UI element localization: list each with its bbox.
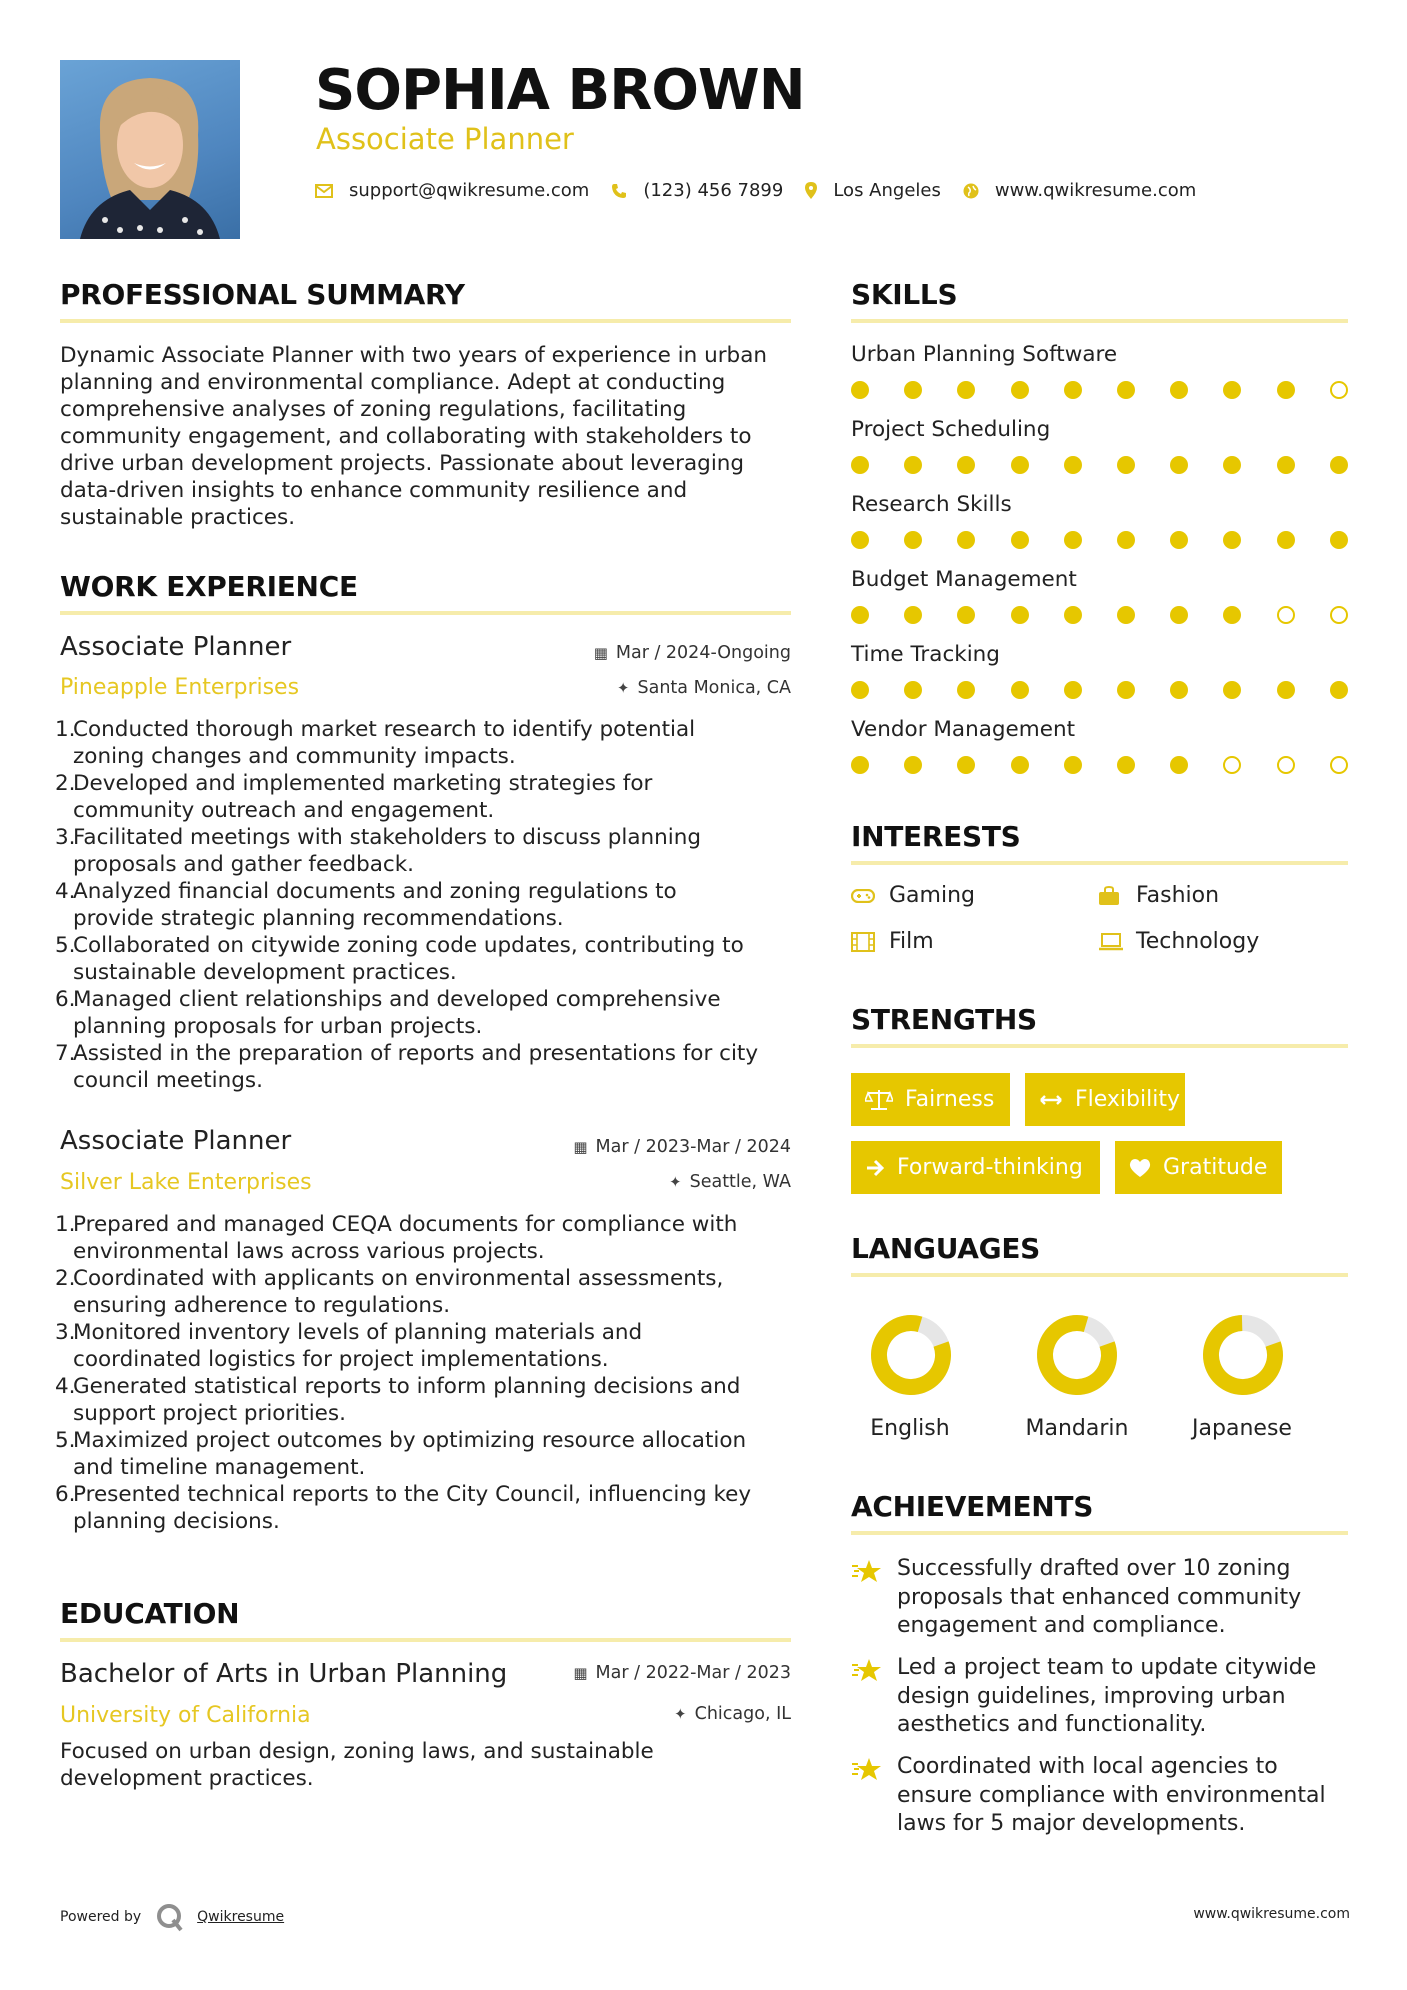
strength-label: Flexibility bbox=[1075, 1087, 1180, 1112]
rating-dot-filled bbox=[1064, 606, 1082, 624]
location-pin-icon bbox=[805, 182, 817, 199]
job-date bbox=[594, 643, 791, 663]
rating-dot-filled bbox=[957, 756, 975, 774]
language-ring-fill bbox=[1036, 1314, 1118, 1396]
skill-rating bbox=[851, 456, 1383, 474]
skills-heading: SKILLS bbox=[851, 278, 958, 311]
summary-line: comprehensive analyses of zoning regulations, facilitating bbox=[60, 397, 687, 422]
skill-rating bbox=[851, 381, 1383, 399]
rating-dot-filled bbox=[1011, 756, 1029, 774]
rating-dot-filled bbox=[1011, 456, 1029, 474]
rating-dot-filled bbox=[1330, 681, 1348, 699]
rating-dot-filled bbox=[1223, 531, 1241, 549]
rating-dot-filled bbox=[1064, 756, 1082, 774]
rating-dot-filled bbox=[851, 756, 869, 774]
rating-dot-filled bbox=[904, 381, 922, 399]
arrow-right-icon bbox=[865, 1159, 885, 1177]
rating-dot-filled bbox=[1117, 456, 1135, 474]
rating-dot-filled bbox=[1170, 531, 1188, 549]
interest-item bbox=[1098, 929, 1259, 954]
rating-dot-filled bbox=[904, 756, 922, 774]
list-item: 3. Facilitated meetings with stakeholders to discuss planning proposals and gather feedback. bbox=[55, 825, 702, 877]
list-item: 2. Developed and implemented marketing strategies for community outreach and engagement. bbox=[55, 771, 653, 823]
experience-heading: WORK EXPERIENCE bbox=[60, 570, 358, 603]
profile-photo bbox=[60, 60, 240, 239]
interest-item bbox=[1098, 883, 1219, 908]
strength-tag bbox=[1025, 1073, 1185, 1126]
pin-icon: ✦ bbox=[616, 679, 630, 697]
achievement-line: design guidelines, improving urban bbox=[897, 1683, 1286, 1709]
gamepad-icon bbox=[851, 889, 877, 903]
interest-label: Technology bbox=[1136, 929, 1260, 954]
rating-dot-filled bbox=[1330, 531, 1348, 549]
calendar-icon: ▦ bbox=[573, 1138, 588, 1156]
achievement-line: aesthetics and functionality. bbox=[897, 1712, 1207, 1737]
education-date-text: Mar / 2022-Mar / 2023 bbox=[595, 1663, 791, 1683]
heart-icon bbox=[1129, 1158, 1151, 1178]
education-rule bbox=[60, 1638, 791, 1642]
languages-rule bbox=[851, 1273, 1348, 1277]
achievement-line: laws for 5 major developments. bbox=[897, 1811, 1246, 1836]
star-icon bbox=[851, 1654, 897, 1740]
rating-dot-empty bbox=[1330, 756, 1348, 774]
rating-dot-filled bbox=[904, 456, 922, 474]
rating-dot-filled bbox=[1170, 381, 1188, 399]
qwikresume-link[interactable]: Qwikresume bbox=[197, 1909, 285, 1925]
job-location bbox=[669, 1172, 791, 1192]
phone-icon bbox=[611, 183, 627, 199]
website-link[interactable]: www.qwikresume.com bbox=[994, 180, 1197, 201]
calendar-icon: ▦ bbox=[573, 1664, 588, 1682]
strengths-rule bbox=[851, 1044, 1348, 1048]
skill-name: Vendor Management bbox=[851, 717, 1075, 742]
film-icon bbox=[851, 932, 877, 952]
rating-dot-empty bbox=[1330, 381, 1348, 399]
summary-line: sustainable practices. bbox=[60, 505, 296, 530]
job-duties-list bbox=[55, 1211, 805, 1535]
pin-icon: ✦ bbox=[669, 1173, 682, 1191]
strength-label: Gratitude bbox=[1163, 1155, 1268, 1180]
achievements-rule bbox=[851, 1531, 1348, 1535]
achievement-item bbox=[851, 1555, 1351, 1641]
pin-icon: ✦ bbox=[674, 1705, 687, 1723]
rating-dot-empty bbox=[1330, 606, 1348, 624]
rating-dot-filled bbox=[1011, 681, 1029, 699]
education-location bbox=[674, 1704, 791, 1724]
list-item: 1. Conducted thorough market research to identify potential zoning changes and community impacts. bbox=[55, 717, 696, 769]
rating-dot-filled bbox=[1223, 381, 1241, 399]
scale-icon bbox=[865, 1088, 893, 1112]
rating-dot-filled bbox=[957, 381, 975, 399]
rating-dot-filled bbox=[904, 681, 922, 699]
interest-item bbox=[851, 929, 934, 954]
skill-name: Urban Planning Software bbox=[851, 342, 1118, 367]
rating-dot-filled bbox=[1330, 456, 1348, 474]
list-item: 6. Presented technical reports to the City Council, influencing key planning decisions. bbox=[55, 1482, 752, 1534]
rating-dot-filled bbox=[1117, 606, 1135, 624]
rating-dot-filled bbox=[1117, 756, 1135, 774]
summary-line: drive urban development projects. Passionate about leveraging bbox=[60, 451, 745, 476]
skill-name: Time Tracking bbox=[851, 642, 1000, 667]
achievement-line: ensure compliance with environmental bbox=[897, 1782, 1326, 1808]
list-item: 4. Generated statistical reports to inform planning decisions and support project priorities. bbox=[55, 1374, 741, 1426]
list-item: 4. Analyzed financial documents and zoning regulations to provide strategic planning recommendations. bbox=[55, 879, 677, 931]
footer-website-link[interactable]: www.qwikresume.com bbox=[1193, 1906, 1350, 1922]
list-item: 5. Maximized project outcomes by optimizing resource allocation and timeline management. bbox=[55, 1428, 747, 1480]
school-name: University of California bbox=[60, 1703, 311, 1728]
rating-dot-filled bbox=[957, 456, 975, 474]
rating-dot-filled bbox=[1170, 681, 1188, 699]
languages-heading: LANGUAGES bbox=[851, 1232, 1041, 1265]
achievement-line: engagement and compliance. bbox=[897, 1613, 1226, 1638]
list-item: 5. Collaborated on citywide zoning code updates, contributing to sustainable development practices. bbox=[55, 933, 744, 985]
rating-dot-filled bbox=[1277, 531, 1295, 549]
powered-by-text: Powered by bbox=[60, 1909, 142, 1925]
education-line: development practices. bbox=[60, 1766, 314, 1791]
language-name: English bbox=[870, 1416, 950, 1441]
rating-dot-filled bbox=[957, 681, 975, 699]
rating-dot-filled bbox=[1170, 606, 1188, 624]
achievement-item bbox=[851, 1654, 1351, 1740]
laptop-icon bbox=[1098, 933, 1124, 951]
strengths-heading: STRENGTHS bbox=[851, 1003, 1037, 1036]
rating-dot-filled bbox=[1064, 456, 1082, 474]
summary-text bbox=[60, 342, 800, 531]
rating-dot-filled bbox=[851, 381, 869, 399]
list-item: 6. Managed client relationships and developed comprehensive planning proposals for urban projects. bbox=[55, 987, 721, 1039]
achievement-line: Successfully drafted over 10 zoning bbox=[897, 1556, 1291, 1581]
job-title: Associate Planner bbox=[60, 632, 292, 662]
list-item: 2. Coordinated with applicants on environmental assessments, ensuring adherence to regulations. bbox=[55, 1266, 724, 1318]
calendar-icon: ▦ bbox=[593, 644, 608, 662]
strength-tag bbox=[851, 1073, 1010, 1126]
phone-text: (123) 456 7899 bbox=[643, 180, 784, 201]
job-date-text: Mar / 2023-Mar / 2024 bbox=[595, 1137, 791, 1157]
job-location-text: Seattle, WA bbox=[689, 1172, 791, 1192]
language-ring bbox=[868, 1312, 954, 1398]
summary-heading: PROFESSIONAL SUMMARY bbox=[60, 278, 465, 311]
achievement-line: Coordinated with local agencies to bbox=[897, 1754, 1278, 1779]
degree-title: Bachelor of Arts in Urban Planning bbox=[60, 1659, 508, 1689]
job-company: Pineapple Enterprises bbox=[60, 675, 300, 700]
rating-dot-filled bbox=[851, 456, 869, 474]
list-item: 1. Prepared and managed CEQA documents for compliance with environmental laws across various projects. bbox=[55, 1212, 738, 1264]
interests-heading: INTERESTS bbox=[851, 820, 1021, 853]
education-location-text: Chicago, IL bbox=[694, 1704, 791, 1724]
rating-dot-filled bbox=[1223, 606, 1241, 624]
qwikresume-logo-icon bbox=[155, 1902, 185, 1932]
candidate-role: Associate Planner bbox=[316, 122, 574, 156]
rating-dot-filled bbox=[1170, 756, 1188, 774]
strength-tag bbox=[851, 1141, 1100, 1194]
rating-dot-filled bbox=[1011, 606, 1029, 624]
rating-dot-filled bbox=[1277, 456, 1295, 474]
language-name: Japanese bbox=[1192, 1416, 1292, 1441]
rating-dot-filled bbox=[1117, 681, 1135, 699]
job-location bbox=[617, 678, 791, 698]
summary-line: Dynamic Associate Planner with two years of experience in urban bbox=[60, 343, 768, 368]
education-description bbox=[60, 1738, 800, 1792]
strength-label: Forward-thinking bbox=[897, 1155, 1083, 1180]
footer-powered-by bbox=[60, 1902, 284, 1932]
strength-tag bbox=[1115, 1141, 1282, 1194]
rating-dot-filled bbox=[1064, 381, 1082, 399]
language-ring bbox=[1200, 1312, 1286, 1398]
rating-dot-filled bbox=[851, 531, 869, 549]
interests-rule bbox=[851, 861, 1348, 865]
rating-dot-empty bbox=[1277, 756, 1295, 774]
email-icon bbox=[315, 184, 333, 198]
arrows-horizontal-icon bbox=[1039, 1093, 1063, 1107]
skill-name: Budget Management bbox=[851, 567, 1077, 592]
rating-dot-empty bbox=[1223, 756, 1241, 774]
skills-rule bbox=[851, 319, 1348, 323]
interest-label: Gaming bbox=[889, 883, 975, 908]
skill-name: Research Skills bbox=[851, 492, 1012, 517]
job-company: Silver Lake Enterprises bbox=[60, 1170, 312, 1195]
achievement-line: proposals that enhanced community bbox=[897, 1584, 1302, 1610]
language-ring-fill bbox=[870, 1314, 952, 1396]
job-location-text: Santa Monica, CA bbox=[637, 678, 791, 698]
achievement-item bbox=[851, 1753, 1351, 1839]
job-date-text: Mar / 2024-Ongoing bbox=[615, 643, 791, 663]
job-title: Associate Planner bbox=[60, 1126, 292, 1156]
education-date bbox=[573, 1663, 791, 1683]
rating-dot-filled bbox=[957, 606, 975, 624]
skill-name: Project Scheduling bbox=[851, 417, 1051, 442]
rating-dot-filled bbox=[904, 531, 922, 549]
email-link[interactable]: support@qwikresume.com bbox=[349, 180, 590, 201]
experience-rule bbox=[60, 611, 791, 615]
summary-line: data-driven insights to enhance community resilience and bbox=[60, 478, 688, 503]
contact-bar bbox=[315, 180, 1218, 201]
rating-dot-filled bbox=[1064, 681, 1082, 699]
summary-rule bbox=[60, 319, 791, 323]
rating-dot-filled bbox=[1011, 531, 1029, 549]
skill-rating bbox=[851, 756, 1383, 774]
candidate-name: SOPHIA BROWN bbox=[315, 58, 805, 123]
rating-dot-filled bbox=[1011, 381, 1029, 399]
rating-dot-filled bbox=[957, 531, 975, 549]
star-icon bbox=[851, 1555, 897, 1641]
education-heading: EDUCATION bbox=[60, 1597, 240, 1630]
rating-dot-filled bbox=[1223, 456, 1241, 474]
job-duties-list bbox=[55, 716, 805, 1094]
skill-rating bbox=[851, 531, 1383, 549]
list-item: 3. Monitored inventory levels of planning materials and coordinated logistics for project implementations. bbox=[55, 1320, 643, 1372]
rating-dot-filled bbox=[851, 606, 869, 624]
interest-label: Fashion bbox=[1136, 883, 1220, 908]
rating-dot-empty bbox=[1277, 606, 1295, 624]
location-text: Los Angeles bbox=[833, 180, 941, 201]
rating-dot-filled bbox=[904, 606, 922, 624]
skill-rating bbox=[851, 681, 1383, 699]
rating-dot-filled bbox=[1277, 681, 1295, 699]
interest-label: Film bbox=[889, 929, 934, 954]
star-icon bbox=[851, 1753, 897, 1839]
bag-icon bbox=[1098, 886, 1124, 906]
summary-line: planning and environmental compliance. Adept at conducting bbox=[60, 370, 726, 395]
job-date bbox=[573, 1137, 791, 1157]
list-item: 7. Assisted in the preparation of reports and presentations for city council meetings. bbox=[55, 1041, 759, 1093]
globe-icon bbox=[963, 183, 979, 199]
language-ring bbox=[1034, 1312, 1120, 1398]
rating-dot-filled bbox=[851, 681, 869, 699]
rating-dot-filled bbox=[1170, 456, 1188, 474]
language-name: Mandarin bbox=[1025, 1416, 1129, 1441]
rating-dot-filled bbox=[1277, 381, 1295, 399]
skill-rating bbox=[851, 606, 1383, 624]
rating-dot-filled bbox=[1117, 531, 1135, 549]
rating-dot-filled bbox=[1064, 531, 1082, 549]
education-line: Focused on urban design, zoning laws, and sustainable bbox=[60, 1739, 654, 1764]
rating-dot-filled bbox=[1117, 381, 1135, 399]
strength-label: Fairness bbox=[905, 1087, 995, 1112]
interest-item bbox=[851, 883, 975, 908]
summary-line: community engagement, and collaborating with stakeholders to bbox=[60, 424, 752, 449]
achievements-heading: ACHIEVEMENTS bbox=[851, 1490, 1094, 1523]
rating-dot-filled bbox=[1223, 681, 1241, 699]
achievement-line: Led a project team to update citywide bbox=[897, 1655, 1317, 1680]
